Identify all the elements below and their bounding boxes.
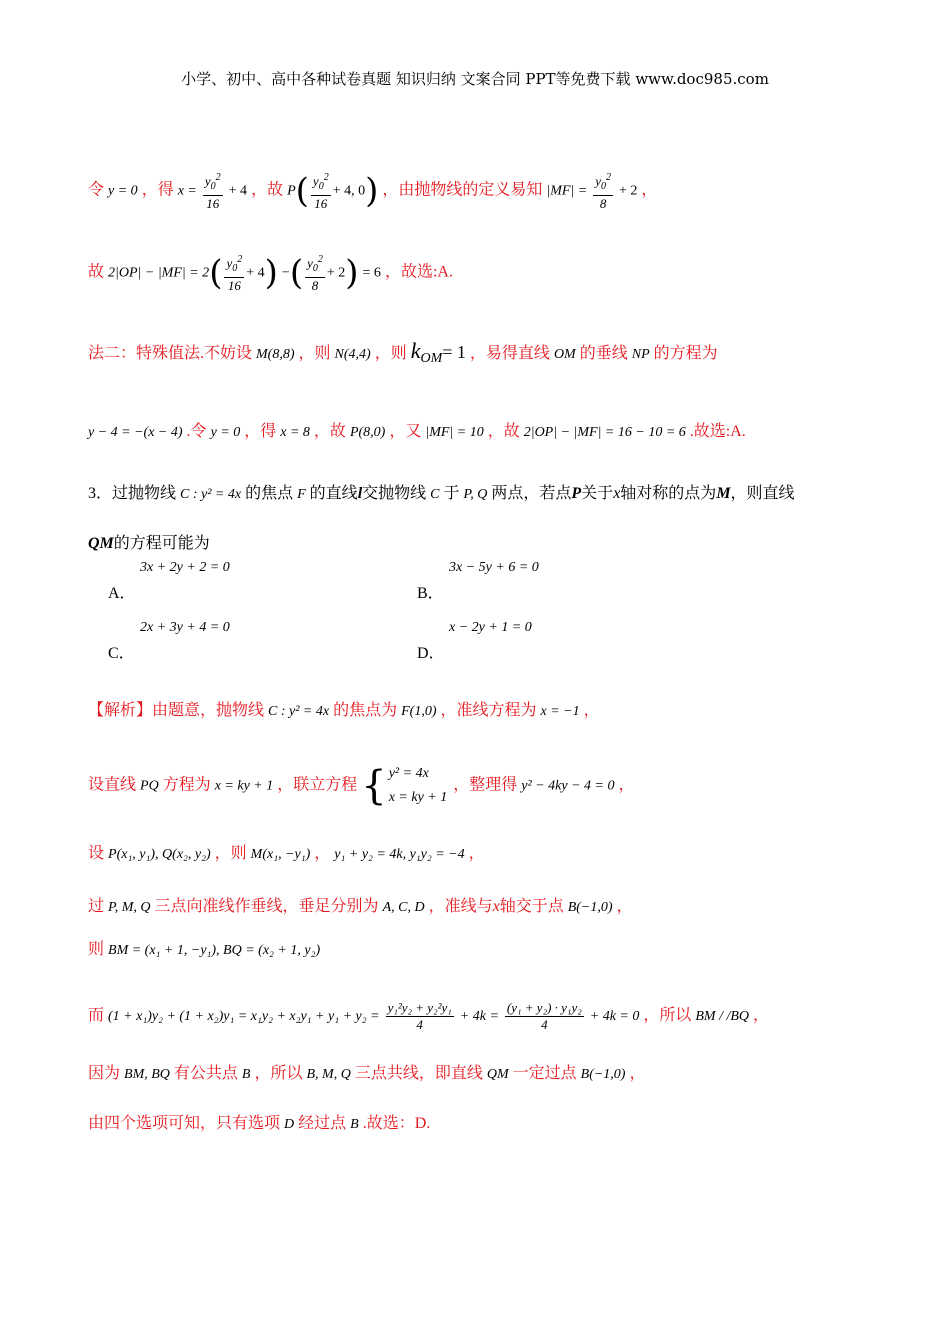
text: ，得 — [141, 181, 174, 199]
text: ，故 — [251, 181, 284, 199]
analysis-line-4: 过 P, M, Q 三点向准线作垂线，垂足分别为 A, C, D ，准线与x轴交于点 B(−1,0) ， — [88, 898, 633, 915]
analysis-line-1: 【解析】由题意，抛物线 C : y² = 4x 的焦点为 F(1,0) ，准线方程为 x = −1 ， — [88, 702, 600, 719]
text: 故 — [88, 263, 105, 281]
equation-system: y² = 4x x = ky + 1 — [388, 766, 448, 805]
analysis-line-7: 因为 BM, BQ 有公共点 B ，所以 B, M, Q 三点共线，即直线 QM 一定过点 B(−1,0) ， — [88, 1065, 646, 1082]
option-b[interactable]: B． 3x − 5y + 6 = 0 — [417, 560, 539, 602]
solution-line-3: 法二：特殊值法.不妨设 M(8,8) ，则 N(4,4) ，则 $k_{OM}= 1$ ，易得直线 OM 的垂线 NP 的方程为 — [88, 338, 718, 367]
fraction: $\frac{y_0^2}{8}$ — [307, 254, 323, 293]
text: ，故选:A. — [384, 263, 453, 281]
text: 令 — [88, 181, 105, 199]
text: ， — [641, 181, 658, 199]
analysis-line-3: 设 P(x₁, y₁), Q(x₂, y₂) ，则 M(x₁, −y₁) ， y₁ + y₂ = 4k, y₁y₂ = −4 ， — [88, 845, 485, 862]
fraction: $\frac{y_0^2}{16}$ — [226, 254, 243, 293]
fraction: $\frac{\text{(y₁ + y₂) · y₁y₂}}{4}$ — [506, 1000, 582, 1032]
text: ，由抛物线的定义易知 — [382, 181, 543, 199]
fraction: $\frac{y_0^2}{16}$ — [312, 172, 329, 211]
question-3-stem-2: QM的方程可能为 — [88, 535, 210, 552]
analysis-line-8: 由四个选项可知，只有选项 D 经过点 B .故选：D. — [88, 1115, 431, 1132]
math: + 2 — [619, 183, 638, 199]
fraction: $\frac{y_0^2}{8}$ — [595, 172, 612, 211]
math: 2|OP| − |MF| = 2 — [108, 265, 210, 281]
analysis-line-2: 设直线 PQ 方程为 x = ky + 1 ，联立方程 { y² = 4x x = ky + 1 ，整理得 y² − 4ky − 4 = 0 ， — [88, 763, 635, 809]
option-c[interactable]: C． 2x + 3y + 4 = 0 — [108, 620, 230, 662]
math: |MF| = — [546, 183, 588, 199]
analysis-line-5: 则 BM = (x₁ + 1, −y₁), BQ = (x₂ + 1, y₂) — [88, 941, 321, 958]
math: + 4 — [228, 183, 248, 199]
question-3-stem: 3．过抛物线 C : y² = 4x 的焦点 F 的直线l交抛物线 C 于 P, Q 两点，若点P关于x轴对称的点为M，则直线 — [88, 485, 795, 502]
solution-line-1: 令 y = 0 ，得 x = $\frac{y_0^2}{16}$ + 4 ，故 P( $\frac{y_0^2}{16}$ + 4, 0) ，由抛物线的定义易知 |MF| = $\frac{y_0^2}{8}$ + 2 ， — [88, 170, 658, 211]
option-d[interactable]: D． x − 2y + 1 = 0 — [417, 620, 532, 662]
option-a[interactable]: A． 3x + 2y + 2 = 0 — [108, 560, 230, 602]
fraction: $\frac{y_0^2}{16}$ — [204, 172, 221, 211]
solution-line-2: 故 2|OP| − |MF| = 2( $\frac{y_0^2}{16}$ + 4) −( $\frac{y_0^2}{8}$ + 2) = 6 ，故选:A. — [88, 252, 453, 293]
math: y = 0 — [108, 183, 138, 199]
math: + 4, 0 — [332, 183, 366, 199]
solution-line-4: y − 4 = −(x − 4) .令 y = 0 ，得 x = 8 ，故 P(8,0) ，又 |MF| = 10 ，故 2|OP| − |MF| = 16 − 10 = 6 .故选:A. — [88, 423, 746, 440]
fraction: $\frac{\text{y₁²y₂ + y₂²y₁}}{4}$ — [387, 1000, 452, 1032]
page-header: 小学、初中、高中各种试卷真题 知识归纳 文案合同 PPT等免费下载 www.doc985.com — [181, 70, 769, 88]
analysis-line-6: 而 (1 + x₁)y₂ + (1 + x₂)y₁ = x₁y₂ + x₂y₁ + y₁ + y₂ = $\frac{\text{y₁²y₂ + y₂²y₁}}{4}$ + 4k = $\frac{\text{(y₁ + y₂) · y₁y₂}}{4}$ + 4k = 0 ，所以 BM / /BQ ， — [88, 1000, 770, 1032]
math: x = — [177, 183, 197, 199]
math: P — [287, 183, 296, 199]
